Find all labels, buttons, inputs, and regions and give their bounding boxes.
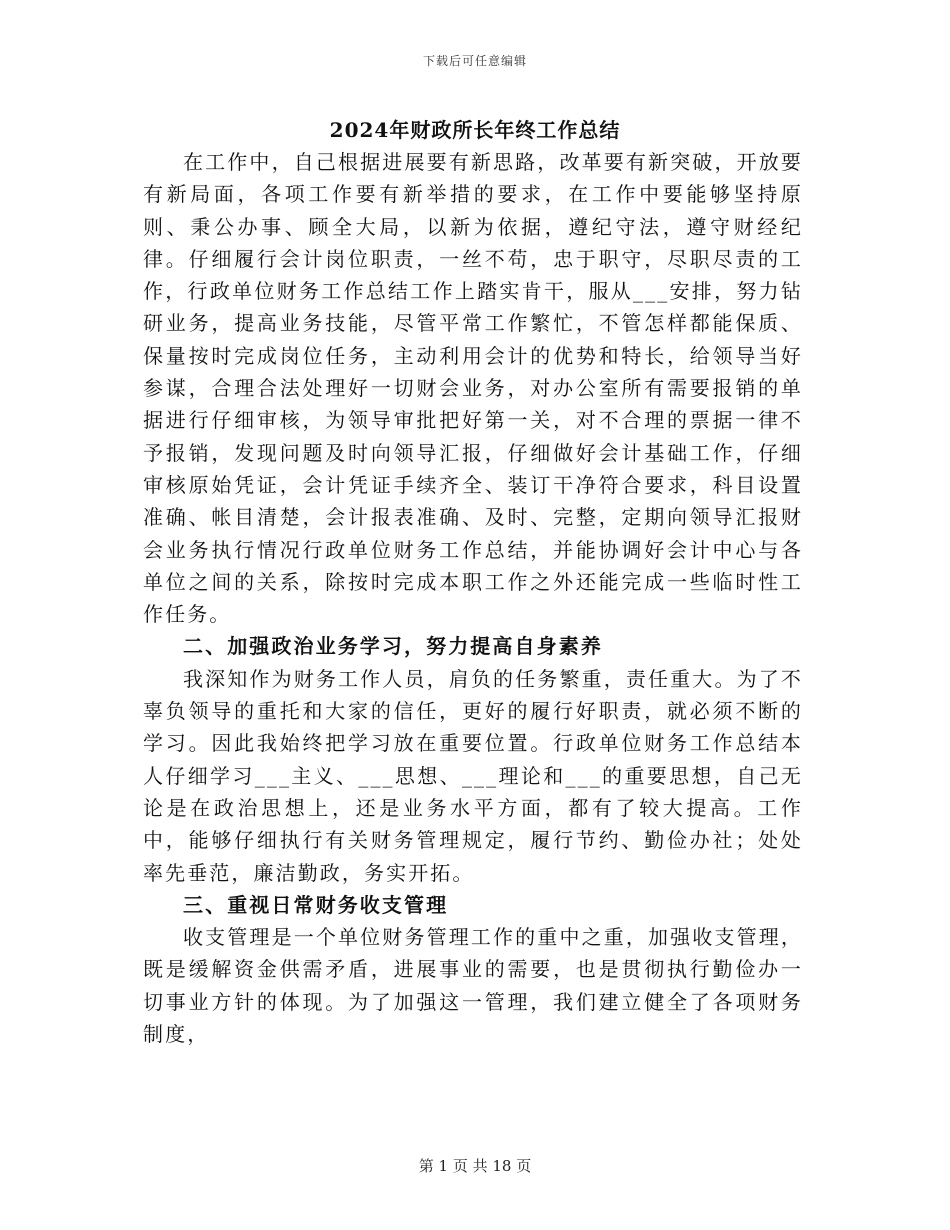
page-header-note: 下载后可任意编辑: [422, 54, 527, 68]
paragraph-political-study: 我深知作为财务工作人员，肩负的任务繁重，责任重大。为了不辜负领导的重托和大家的信任，更好的履行好职责，就必须不断的学习。因此我始终把学习放在重要位置。行政单位财务工作总结本人仔细学习___主义、___思想、___理论和___的重要思想，自己无论是在政治思想上，还是业务水平方面，都有了较大提高。工作中，能够仔细执行有关财务管理规定，履行节约、勤俭办社；处处率先垂范，廉洁勤政，务实开拓。: [143, 666, 803, 885]
paragraph-finance-management: 收支管理是一个单位财务管理工作的重中之重，加强收支管理，既是缓解资金供需矛盾，进展事业的需要，也是贯彻执行勤俭办一切事业方针的体现。为了加强这一管理，我们建立健全了各项财务制度，: [143, 925, 803, 1047]
section-heading-political-study: 二、加强政治业务学习，努力提高自身素养: [183, 634, 603, 659]
document-title: 2024年财政所长年终工作总结: [329, 118, 621, 142]
paragraph-work-summary: 在工作中，自己根据进展要有新思路，改革要有新突破，开放要有新局面，各项工作要有新举措的要求，在工作中要能够坚持原则、秉公办事、顾全大局，以新为依据，遵纪守法，遵守财经纪律。仔细履行会计岗位职责，一丝不苟，忠于职守，尽职尽责的工作，行政单位财务工作总结工作上踏实肯干，服从___安排，努力钻研业务，提高业务技能，尽管平常工作繁忙，不管怎样都能保质、保量按时完成岗位任务，主动利用会计的优势和特长，给领导当好参谋，合理合法处理好一切财会业务，对办公室所有需要报销的单据进行仔细审核，为领导审批把好第一关，对不合理的票据一律不予报销，发现问题及时向领导汇报，仔细做好会计基础工作，仔细审核原始凭证，会计凭证手续齐全、装订干净符合要求，科目设置准确、帐目清楚，会计报表准确、及时、完整，定期向领导汇报财会业务执行情况行政单位财务工作总结，并能协调好会计中心与各单位之间的关系，除按时完成本职工作之外还能完成一些临时性工作任务。: [143, 150, 803, 627]
section-heading-finance-management: 三、重视日常财务收支管理: [183, 892, 449, 917]
page-footer-page-number: 第 1 页 共 18 页: [418, 1157, 532, 1175]
document-body: [143, 146, 803, 1050]
